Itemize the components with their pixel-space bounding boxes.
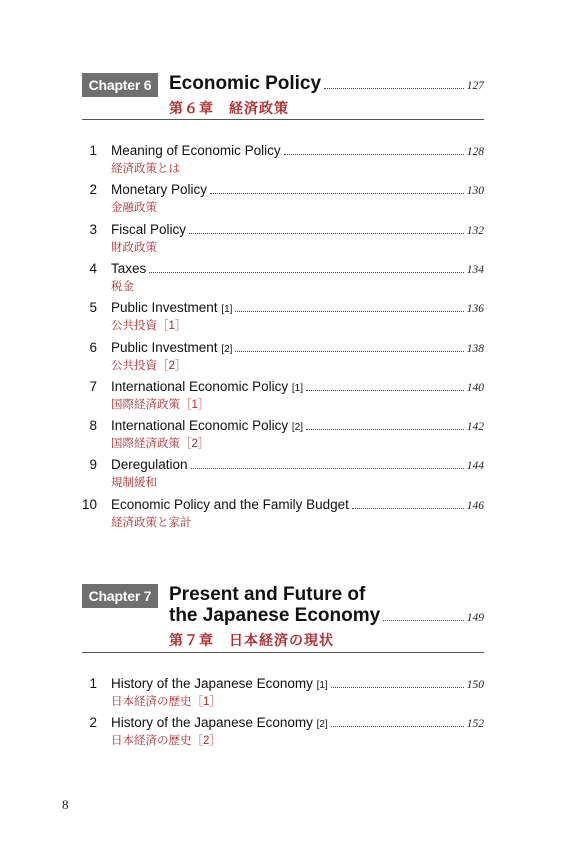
entry-japanese-title: 経済政策と家計 <box>111 516 192 529</box>
toc-entry[interactable] <box>82 457 484 493</box>
dot-leader <box>189 233 464 234</box>
entry-line <box>111 300 484 316</box>
dot-leader <box>331 687 464 688</box>
chapter-7-page: 149 <box>466 612 484 624</box>
dot-leader <box>331 726 464 727</box>
entry-number: 1 <box>89 676 97 691</box>
chapter-6-section <box>82 73 484 533</box>
dot-leader <box>383 620 464 621</box>
entry-part-marker: [1] <box>291 382 303 394</box>
toc-entry[interactable] <box>82 379 484 415</box>
dot-leader <box>235 311 463 312</box>
entry-title-text: Public Investment <box>111 300 218 316</box>
dot-leader <box>191 468 464 469</box>
toc-entry[interactable] <box>82 143 484 179</box>
entry-line <box>111 418 484 434</box>
toc-entry[interactable] <box>82 676 484 712</box>
entry-number: 2 <box>89 182 97 198</box>
entry-title <box>111 340 232 355</box>
entry-title <box>111 497 349 512</box>
entry-line <box>111 457 484 473</box>
toc-entry[interactable] <box>82 261 484 297</box>
entry-title-text: History of the Japanese Economy <box>111 715 313 730</box>
dot-leader <box>352 508 464 509</box>
entry-title <box>111 182 207 197</box>
toc-entry[interactable] <box>82 497 484 533</box>
entry-japanese-title: 国際経済政策［2］ <box>111 438 210 451</box>
entry-japanese-title: 財政政策 <box>111 241 157 254</box>
toc-entry[interactable] <box>82 418 484 454</box>
entry-title-text: International Economic Policy <box>111 418 289 434</box>
entry-page: 130 <box>466 185 484 198</box>
entry-part-marker: [2] <box>291 422 303 434</box>
toc-entry[interactable] <box>82 222 484 258</box>
entry-page: 128 <box>466 146 484 158</box>
chapter-6-badge: Chapter 6 <box>82 73 158 97</box>
entry-title <box>111 379 303 394</box>
entry-page: 136 <box>466 303 484 316</box>
entry-part-marker: [2] <box>221 343 233 355</box>
entry-title <box>111 418 303 433</box>
entry-line <box>111 143 484 159</box>
dot-leader <box>324 88 464 89</box>
dot-leader <box>306 390 464 391</box>
entry-title <box>111 715 328 730</box>
dot-leader <box>210 193 464 194</box>
entry-japanese-title: 規制緩和 <box>111 477 157 490</box>
entry-line <box>111 340 484 356</box>
toc-entry[interactable] <box>82 182 484 218</box>
entry-japanese-title: 公共投資［1］ <box>111 320 187 333</box>
dot-leader <box>235 351 463 352</box>
entry-japanese-title: 国際経済政策［1］ <box>111 398 210 411</box>
entry-japanese-title: 日本経済の歴史［2］ <box>111 735 221 747</box>
entry-line <box>111 222 484 238</box>
toc-entry[interactable] <box>82 340 484 376</box>
entry-line <box>111 715 484 731</box>
entry-title-text: Fiscal Policy <box>111 221 187 237</box>
entry-number: 1 <box>89 143 97 158</box>
entry-title-text: Meaning of Economic Policy <box>111 143 281 158</box>
entry-part-marker: [1] <box>316 680 328 691</box>
entry-page: 138 <box>466 342 484 355</box>
entry-line <box>111 261 484 277</box>
toc-entry[interactable] <box>82 715 484 751</box>
entry-title <box>111 261 146 276</box>
chapter-7-section <box>82 584 484 764</box>
dot-leader <box>149 272 463 273</box>
entry-number: 9 <box>89 457 97 473</box>
entry-title-text: International Economic Policy <box>111 378 289 394</box>
chapter-7-subtitle: 第７章 日本経済の現状 <box>169 632 334 648</box>
chapter-7-title-row[interactable] <box>169 605 484 627</box>
entry-line <box>111 497 484 513</box>
entry-line <box>111 182 484 198</box>
entry-title-text: History of the Japanese Economy <box>111 676 313 691</box>
dot-leader <box>284 154 464 155</box>
chapter-6-title: Economic Policy <box>169 73 322 94</box>
entry-page: 132 <box>466 224 484 237</box>
entry-page: 144 <box>466 460 484 473</box>
entry-page: 150 <box>466 679 484 691</box>
entry-page: 142 <box>466 421 484 434</box>
entry-page: 146 <box>466 499 484 512</box>
dot-leader <box>306 429 464 430</box>
chapter-7-title-line2: the Japanese Economy <box>169 605 381 626</box>
entry-page: 152 <box>466 718 484 730</box>
entry-part-marker: [1] <box>221 304 233 316</box>
entry-title-text: Monetary Policy <box>111 182 208 198</box>
entry-japanese-title: 経済政策とは <box>111 163 180 175</box>
entry-number: 5 <box>89 300 97 316</box>
page-number: 8 <box>62 797 69 812</box>
entry-japanese-title: 公共投資［2］ <box>111 359 187 372</box>
entry-japanese-title: 金融政策 <box>111 202 157 215</box>
chapter-7-divider <box>82 652 484 653</box>
entry-number: 2 <box>89 715 97 730</box>
entry-japanese-title: 日本経済の歴史［1］ <box>111 696 221 708</box>
entry-part-marker: [2] <box>316 719 328 730</box>
entry-line <box>111 676 484 692</box>
chapter-6-page: 127 <box>466 80 484 92</box>
chapter-7-title-line1: Present and Future of <box>169 584 366 605</box>
entry-page: 134 <box>466 263 484 276</box>
entry-title-text: Public Investment <box>111 339 218 355</box>
entry-title <box>111 143 281 158</box>
entry-title <box>111 300 232 315</box>
entry-japanese-title: 税金 <box>111 280 134 293</box>
chapter-7-badge: Chapter 7 <box>82 584 158 608</box>
entry-number: 4 <box>89 260 97 276</box>
entry-number: 7 <box>89 378 97 394</box>
toc-entry[interactable] <box>82 300 484 336</box>
entry-page: 140 <box>466 381 484 394</box>
entry-number: 8 <box>89 418 97 434</box>
entry-title <box>111 676 328 691</box>
entry-title <box>111 222 186 237</box>
entry-title <box>111 457 188 472</box>
entry-title-text: Deregulation <box>111 457 188 473</box>
entry-title-text: Taxes <box>111 260 147 276</box>
chapter-6-divider <box>82 119 484 120</box>
chapter-6-subtitle: 第６章 経済政策 <box>169 100 289 116</box>
entry-number: 3 <box>89 221 97 237</box>
chapter-6-title-row[interactable] <box>169 73 484 95</box>
entry-line <box>111 379 484 395</box>
entry-title-text: Economic Policy and the Family Budget <box>111 496 349 512</box>
entry-number: 10 <box>81 496 97 512</box>
entry-number: 6 <box>89 339 97 355</box>
